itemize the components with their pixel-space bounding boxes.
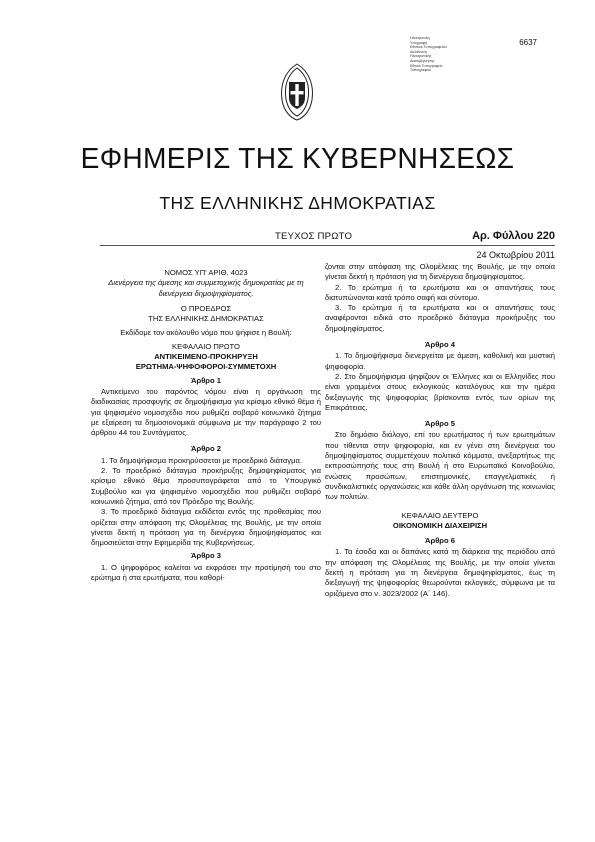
issue-header (100, 230, 555, 244)
article-paragraph: 1. Το δημοψήφισμα διενεργείται με άμεση, καθολική και μυστική ψηφοφορία. (325, 351, 555, 371)
article-heading: Άρθρο 4 (425, 340, 455, 350)
article-paragraph: 1. Το δημοψήφισμα προκηρύσσεται με προεδρικό διάταγμα. (101, 455, 302, 465)
stamp-line: Ηλεκτρονική (410, 36, 430, 40)
article-heading: Άρθρο 6 (425, 536, 455, 546)
article-paragraph: 2. Το ερώτημα ή τα ερωτήματα και οι απαντήσεις τους διατυπώνονται κατά τρόπο σαφή και σύντομο. (325, 282, 555, 302)
article-paragraph: 2. Το προεδρικό διάταγμα προκήρυξης δημοψηφίσματος για κρίσιμο εθνικό θέμα προσυπογράφεται από το Υπουργικό Συμβούλιο και για ψηφισμένο νομοσχέδιο που ρυθμίζει σοβαρό κοινωνικό ζήτημα, από τον Πρόεδρο της Βουλής. (91, 466, 321, 506)
chapter-heading: ΚΕΦΑΛΑΙΟ ΔΕΥΤΕΡΟ (401, 510, 479, 520)
stamp-line: Υπογραφή (410, 40, 428, 45)
article-heading: Άρθρο 3 (191, 551, 221, 561)
page-number: 6637 (519, 38, 537, 47)
stamp-line: Διεύθυνση (410, 49, 427, 54)
president-heading: Ο ΠΡΟΕΔΡΟΣ (180, 303, 232, 313)
president-heading-sub: ΤΗΣ ΕΛΛΗΝΙΚΗΣ ΔΗΜΟΚΡΑΤΙΑΣ (148, 314, 264, 324)
chapter-subtitle: ΕΡΩΤΗΜΑ-ΨΗΦΟΦΟΡΟΙ-ΣΥΜΜΕΤΟΧΗ (135, 362, 277, 372)
article-heading: Άρθρο 1 (191, 375, 221, 385)
coat-of-arms-icon (276, 62, 318, 122)
sheet-number: Αρ. Φύλλου 220 (472, 230, 555, 242)
digital-signature-stamp (410, 36, 470, 73)
article-paragraph: Στο δημόσιο διάλογο, επί του ερωτήματος ή των ερωτημάτων που τίθενται στην ψηφοφορία, και εν γένει στη διενέργεια του δημοψηφίσματος συμμετέχουν πολιτικά κόμματα, ανεξαρτήτως της εκπροσώπησής τους στη Βουλή ή στο Ευρωπαϊκό Κοινοβούλιο, ενώσεις προσώπων, επιστημονικές, επαγγελματικές ή συνδικαλιστικές οργανώσεις και κάθε άλλη οργάνωση της κοινωνίας των πολιτών. (325, 430, 555, 502)
law-title: Διενέργεια της άμεσης και συμμετοχικής δημοκρατίας με τη διενέργεια δημοψηφίσματος. (108, 278, 304, 298)
promulgation-formula: Εκδίδομε τον ακόλουθο νόμο που ψήφισε η Βουλή: (120, 328, 292, 338)
chapter-title: ΑΝΤΙΚΕΙΜΕΝΟ-ΠΡΟΚΗΡΥΞΗ (154, 352, 258, 362)
article-heading: Άρθρο 5 (425, 419, 455, 429)
left-column (91, 268, 321, 583)
chapter-title: ΟΙΚΟΝΟΜΙΚΗ ΔΙΑΧΕΙΡΙΣΗ (392, 520, 488, 530)
issue-series: ΤΕΥΧΟΣ ΠΡΩΤΟ (275, 231, 353, 242)
article-paragraph: 3. Το ερώτημα ή τα ερωτήματα και οι απαντήσεις τους αναφέρονται ειδικά στο προεδρικό διάταγμα προκήρυξης του δημοψηφίσματος. (325, 303, 555, 333)
stamp-line: Τυπογραφείο (410, 68, 431, 73)
article-heading: Άρθρο 2 (191, 444, 221, 454)
header-divider (100, 245, 555, 246)
stamp-line: Εθνικού Τυπογραφείου (410, 45, 447, 50)
article-paragraph: 2. Στο δημοψήφισμα ψηφίζουν οι Έλληνες και οι Ελληνίδες που είναι γραμμένοι στους εκλογικούς καταλόγους και την ημέρα διεξαγωγής της ψηφοφορίας βρίσκονται εντός των ορίων της Επικράτειας. (325, 371, 555, 412)
article-paragraph: 1. Ο ψηφοφόρος καλείται να εκφράσει την προτίμησή του στο ερώτημα ή στα ερωτήματα, που καθορί- (91, 562, 321, 583)
right-column (325, 262, 555, 599)
article-paragraph: 3. Το προεδρικό διάταγμα εκδίδεται εντός της προθεσμίας που ορίζεται στην απόφαση της Ολομέλειας της Βουλής, με την οποία γίνεται δεκτή η πρόταση για τη διενέργεια δημοψηφίσματος και δημοσιεύεται στην Εφημερίδα της Κυβερνήσεως. (91, 507, 321, 548)
article-paragraph: 1. Τα έσοδα και οι δαπάνες κατά τη διάρκεια της περιόδου από την απόφαση της Ολομέλειας της Βουλής, με την οποία γίνεται δεκτή η πρόταση για τη διενέργεια δημοψηφίσματος, έως τη διεξαγωγή της ψηφοφορίας θεωρούνται εκλογικές, σύμφωνα με τα οριζόμενα στο ν. 3023/2002 (Α΄ 146). (325, 547, 555, 598)
chapter-heading: ΚΕΦΑΛΑΙΟ ΠΡΩΤΟ (172, 341, 240, 351)
stamp-line: Ηλεκτρονικής (410, 54, 432, 59)
gazette-subtitle: ΤΗΣ ΕΛΛΗΝΙΚΗΣ ΔΗΜΟΚΡΑΤΙΑΣ (159, 193, 436, 213)
gazette-title: ΕΦΗΜΕΡΙΣ ΤΗΣ ΚΥΒΕΡΝΗΣΕΩΣ (80, 143, 515, 175)
stamp-line: Διακυβέρνησης (410, 58, 435, 63)
article-paragraph: ζονται στην απόφαση της Ολομέλειας της Βουλής, με την οποία γίνεται δεκτή η πρόταση για τη διενέργεια δημοψηφίσματος. (325, 262, 555, 282)
stamp-line: Εθνικό Τυπογραφείο (410, 63, 443, 68)
article-paragraph: Αντικείμενο του παρόντος νόμου είναι η οργάνωση της διαδικασίας προσφυγής σε δημοψήφισμα για κρίσιμο εθνικό θέμα ή για ψηφισμένο νομοσχέδιο που ρυθμίζει σοβαρό κοινωνικό ζήτημα με εξαίρεση τα δημοσιονομικά σύμφωνα με την παράγραφο 2 του άρθρου 44 του Συντάγματος. (91, 386, 321, 438)
law-number: ΝΟΜΟΣ ΥΠ' ΑΡΙΘ. 4023 (164, 268, 248, 277)
issue-date: 24 Οκτωβρίου 2011 (476, 250, 555, 260)
